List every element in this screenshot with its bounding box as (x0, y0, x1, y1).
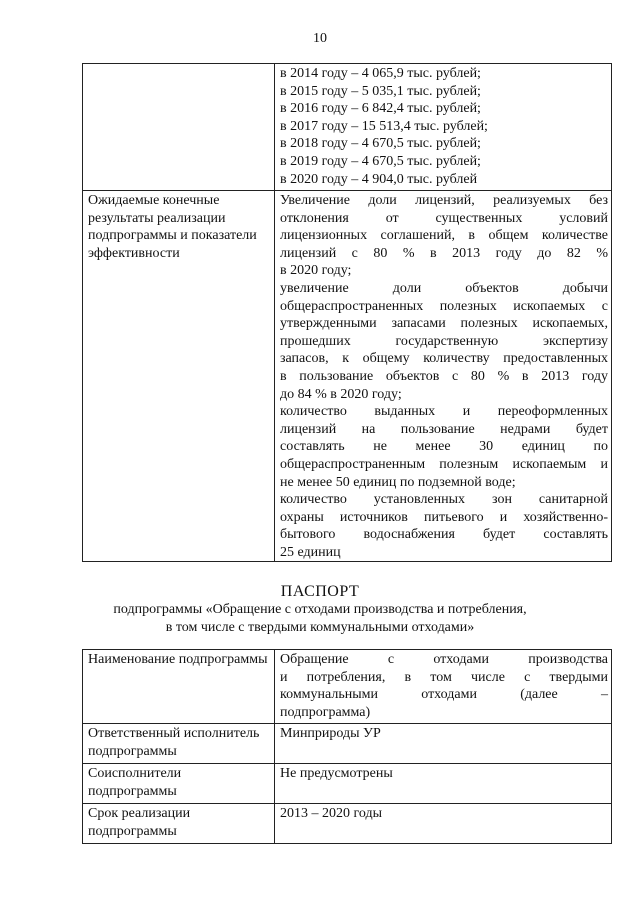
passport-subtitle: в том числе с твердыми коммунальными отходами» (165, 620, 475, 635)
row-label: Срок реализации подпрограммы (88, 806, 191, 839)
results-line: количество установленных зон санитарной (280, 492, 608, 508)
table-row (83, 191, 612, 562)
results-line: в 2020 году; (280, 263, 352, 279)
row-label: Ответственный исполнитель подпрограммы (88, 726, 260, 759)
page-number: 10 (313, 31, 327, 46)
results-line: охраны источников питьевого и хозяйственно- (280, 509, 608, 525)
results-line: отклонения от существенных условий (280, 210, 608, 226)
results-label-cell (83, 191, 275, 562)
results-line: до 84 % в 2020 году; (280, 386, 402, 402)
financing-results-table (82, 63, 612, 562)
financing-line: в 2017 году – 15 513,4 тыс. рублей; (280, 118, 488, 134)
table-row (83, 764, 612, 804)
row-label-cell (83, 650, 275, 724)
results-line: утвержденными запасами полезных ископаемых, (280, 316, 608, 332)
row-value: Не предусмотрены (280, 766, 393, 781)
row-value: Минприроды УР (280, 726, 381, 741)
results-line: прошедших государственную экспертизу (280, 333, 608, 349)
results-line: составлять не менее 30 единиц по (280, 439, 608, 455)
financing-cell (275, 64, 612, 191)
financing-line: в 2016 году – 6 842,4 тыс. рублей; (280, 101, 481, 117)
financing-line: в 2014 году – 4 065,9 тыс. рублей; (280, 66, 481, 81)
results-label: Ожидаемые конечные результаты реализации подпрограммы и показатели эффективности (88, 193, 257, 261)
row-label-cell (83, 764, 275, 804)
row-value-line: Обращение с отходами производства (280, 652, 608, 667)
results-line: лицензий с 80 % в 2013 году до 82 % (280, 245, 608, 261)
financing-line: в 2020 году – 4 904,0 тыс. рублей (280, 171, 478, 187)
results-value-cell (275, 191, 612, 562)
results-line: в пользование объектов с 80 % в 2013 году (280, 368, 608, 384)
row-value-cell (275, 650, 612, 724)
row-value-cell (275, 764, 612, 804)
table-cell-empty (83, 64, 275, 191)
results-line: лицензий на пользование недрами будет (280, 421, 608, 437)
results-line: 25 единиц (280, 544, 341, 560)
row-value-cell (275, 804, 612, 844)
financing-line: в 2015 году – 5 035,1 тыс. рублей; (280, 83, 481, 99)
results-line: запасов, к общему количеству предоставленных (280, 351, 608, 367)
results-line: лицензионных соглашений, в общем количестве (280, 228, 608, 244)
results-line: количество выданных и переоформленных (280, 404, 608, 420)
results-line: увеличение доли объектов добычи (280, 280, 608, 296)
table-row (83, 64, 612, 191)
table-row (83, 804, 612, 844)
row-value-line: и потребления, в том числе с твердыми (280, 669, 608, 685)
row-label: Наименование подпрограммы (88, 652, 268, 667)
row-label-cell (83, 804, 275, 844)
row-value: 2013 – 2020 годы (280, 806, 383, 821)
results-line: Увеличение доли лицензий, реализуемых без (280, 193, 608, 208)
table-row (83, 724, 612, 764)
passport-title: ПАСПОРТ (280, 583, 360, 600)
results-line: общераспространенных полезных ископаемых с (280, 298, 608, 314)
row-label: Соисполнители подпрограммы (88, 766, 182, 799)
results-line: общераспространенным полезным ископаемым и (280, 456, 608, 472)
table-row (83, 650, 612, 724)
financing-line: в 2018 году – 4 670,5 тыс. рублей; (280, 136, 481, 152)
results-line: бытового водоснабжения будет составлять (280, 527, 608, 543)
row-label-cell (83, 724, 275, 764)
financing-line: в 2019 году – 4 670,5 тыс. рублей; (280, 153, 481, 169)
row-value-line: подпрограмма) (280, 704, 371, 720)
results-line: не менее 50 единиц по подземной воде; (280, 474, 516, 490)
passport-subtitle: подпрограммы «Обращение с отходами производства и потребления, (113, 602, 527, 617)
row-value-cell (275, 724, 612, 764)
passport-table (82, 649, 612, 844)
row-value-line: коммунальными отходами (далее – (280, 687, 608, 703)
